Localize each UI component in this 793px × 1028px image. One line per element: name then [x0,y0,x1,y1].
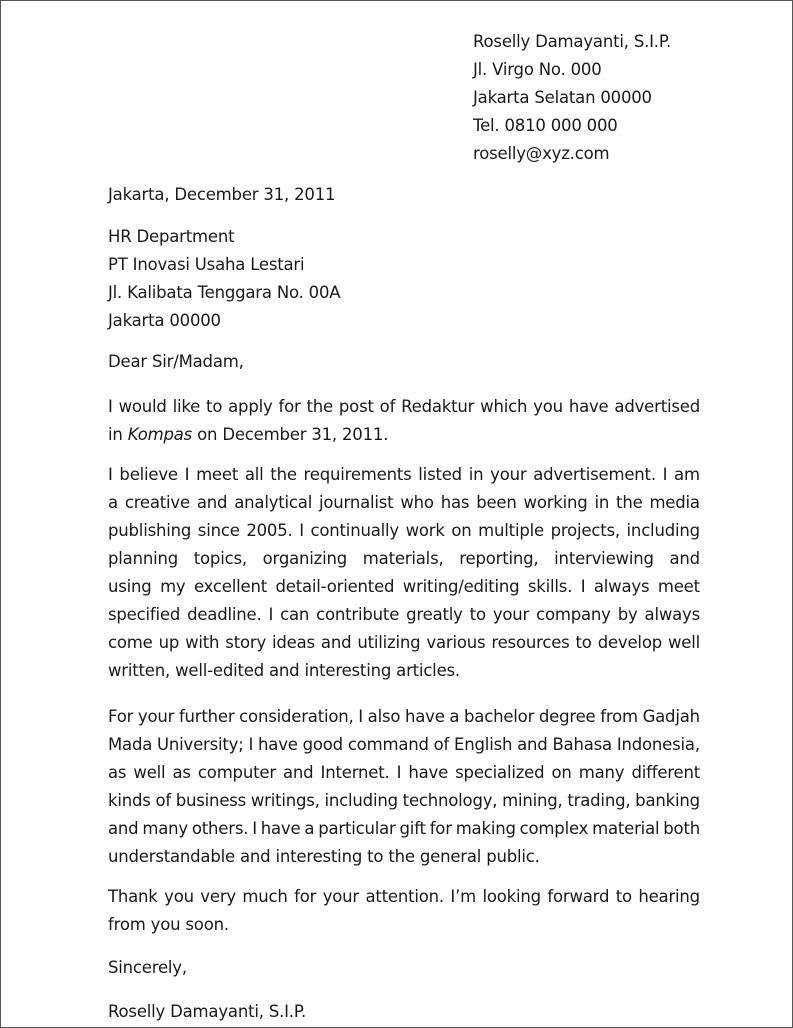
word: of [155,791,171,810]
word: reporting, [459,549,539,568]
word: topics, [193,549,247,568]
word: specialized [455,763,545,782]
word: on [551,763,572,782]
sender-street: Jl. Virgo No. 000 [473,60,602,79]
paragraph-1-line-2-post: on December 31, 2011. [192,425,389,444]
paragraph-3-line [108,759,700,787]
word: for [278,397,301,416]
word: have [260,819,301,838]
word: since [197,521,240,540]
word: command [347,735,429,754]
word: particular [318,819,396,838]
word: always [644,605,700,624]
paragraph-4-line-last: from you soon. [108,915,229,934]
word: I [108,465,113,484]
word: Mada [108,735,153,754]
word: meet [657,577,700,596]
word: University; [157,735,244,754]
word: planning [108,549,178,568]
word: have [404,707,445,726]
signature-name: Roselly Damayanti, S.I.P. [108,1002,307,1021]
word: believe [119,465,178,484]
word: writings, [250,791,320,810]
paragraph-2-line-last: written, well-edited and interesting articles. [108,661,460,680]
word: advertisement. [533,465,656,484]
word: the [270,465,297,484]
word: been [476,493,517,512]
word: working [523,493,588,512]
word: projects, [550,521,620,540]
publication-name: Kompas [127,425,193,444]
word: my [160,577,186,596]
paragraph-2-line [108,601,700,629]
word: develop [597,633,662,652]
word: like [172,397,201,416]
word: you [164,887,194,906]
word: skills. [527,577,573,596]
word: can [280,605,310,624]
word: up [158,633,180,652]
word: a [108,493,118,512]
word: business [175,791,247,810]
word: with [185,633,220,652]
word: multiple [478,521,544,540]
paragraph-4-line [108,883,700,911]
word: gift [399,819,426,838]
word: have [568,397,609,416]
word: very [200,887,236,906]
word: of [379,397,396,416]
word: both [663,819,700,838]
sender-name: Roselly Damayanti, S.I.P. [473,32,672,51]
word: publishing [108,521,192,540]
word: continually [310,521,399,540]
paragraph-2-line [108,545,700,573]
word: by [617,605,638,624]
word: excellent [194,577,268,596]
word: am [674,465,700,484]
word: has [440,493,470,512]
word: and [320,633,352,652]
word: materials, [362,549,444,568]
word: including [626,521,700,540]
sender-phone: Tel. 0810 000 000 [473,116,618,135]
word: I [358,707,363,726]
word: meet [196,465,239,484]
word: writing/editing [402,577,520,596]
word: all [244,465,264,484]
word: I [184,465,190,484]
word: come [108,633,153,652]
word: utilizing [357,633,421,652]
word: from [600,707,638,726]
word: consideration, [239,707,354,726]
word: listed [418,465,462,484]
sender-email: roselly@xyz.com [473,144,610,163]
word: to [615,887,632,906]
word: your [492,605,530,624]
word: the [306,397,333,416]
paragraph-3-line [108,787,700,815]
word: bachelor [464,707,535,726]
word: of [433,735,450,754]
word: various [426,633,486,652]
word: I [580,577,586,596]
word: computer [197,763,276,782]
word: also [367,707,401,726]
paragraph-2-line [108,517,700,545]
paragraph-1-line-2-pre: in [108,425,128,444]
word: your [137,707,175,726]
word: media [649,493,700,512]
paragraph-1 [108,393,700,449]
word: journalist [319,493,394,512]
word: and [108,819,139,838]
word: well [667,633,700,652]
word: I [252,819,257,838]
recipient-dept: HR Department [108,227,235,246]
word: I’m [450,887,477,906]
word: I [248,735,254,754]
paragraph-2-line [108,573,700,601]
word: as [172,763,191,782]
word: degree [538,707,596,726]
word: complex [519,819,589,838]
word: much [242,887,288,906]
word: analytical [234,493,313,512]
word: a [449,707,460,726]
word: well [133,763,166,782]
word: always [593,577,650,596]
word: Internet. [320,763,390,782]
word: technology, [402,791,498,810]
word: attention. [365,887,444,906]
word: as [108,763,127,782]
word: hearing [638,887,700,906]
word: have [408,763,449,782]
word: many [142,819,188,838]
recipient-address-block [108,223,700,335]
word: Indonesia, [616,735,700,754]
word: the [616,493,643,512]
word: Thank [108,887,158,906]
word: I [268,605,274,624]
salutation: Dear Sir/Madam, [108,352,244,371]
word: your [490,465,527,484]
word: For [108,707,134,726]
word: organizing [262,549,348,568]
word: further [178,707,235,726]
word: work [405,521,445,540]
word: specified [108,605,181,624]
word: apply [228,397,273,416]
paragraph-3-line [108,703,700,731]
paragraph-2-line [108,461,700,489]
word: mining, [502,791,563,810]
word: advertised [614,397,700,416]
word: to [575,633,592,652]
word: Redaktur [401,397,475,416]
sender-address-block [473,28,671,168]
word: Bahasa [552,735,612,754]
paragraph-3-line [108,815,700,843]
paragraph-3-line-last: understandable and interesting to the general public. [108,847,540,866]
word: ideas [272,633,315,652]
paragraph-2-line [108,489,700,517]
word: company [536,605,611,624]
word: forward [547,887,610,906]
sender-city: Jakarta Selatan 00000 [473,88,652,107]
word: to [206,397,223,416]
word: many [578,763,625,782]
word: I [299,521,304,540]
paragraph-4 [108,883,700,939]
recipient-street: Jl. Kalibata Tenggara No. 00A [108,283,341,302]
word: and [669,549,700,568]
word: and [517,735,548,754]
word: different [631,763,700,782]
word: I [108,397,113,416]
word: your [322,887,359,906]
word: using [108,577,152,596]
recipient-city: Jakarta 00000 [108,311,221,330]
paragraph-1-line-2 [108,421,700,449]
word: detail-oriented [275,577,395,596]
word: I [662,465,668,484]
word: resources [491,633,570,652]
word: to [469,605,486,624]
word: looking [482,887,541,906]
paragraph-3-line [108,731,700,759]
word: I [396,763,402,782]
word: and [283,763,314,782]
word: on [451,521,472,540]
word: in [468,465,484,484]
word: including [324,791,398,810]
word: which [480,397,528,416]
paragraph-2 [108,461,700,685]
word: post [338,397,374,416]
paragraph-1-line-1 [108,393,700,421]
word: a [304,819,315,838]
word: in [594,493,610,512]
word: who [400,493,434,512]
word: contribute [316,605,400,624]
letter-date: Jakarta, December 31, 2011 [108,185,336,204]
word: material [592,819,660,838]
word: kinds [108,791,151,810]
word: English [454,735,513,754]
closing: Sincerely, [108,958,187,977]
word: for [294,887,317,906]
word: story [225,633,267,652]
word: 2005. [246,521,293,540]
word: and [196,493,228,512]
word: interviewing [554,549,654,568]
paragraph-3 [108,703,700,871]
word: for [429,819,452,838]
word: you [533,397,563,416]
word: banking [635,791,700,810]
word: trading, [567,791,631,810]
paragraph-2-line [108,629,700,657]
word: requirements [303,465,412,484]
word: others. [191,819,249,838]
word: greatly [406,605,463,624]
word: creative [124,493,190,512]
word: Gadjah [642,707,700,726]
word: would [118,397,167,416]
word: making [455,819,516,838]
recipient-company: PT Inovasi Usaha Lestari [108,255,305,274]
word: deadline. [187,605,262,624]
word: have [258,735,298,754]
word: good [302,735,343,754]
